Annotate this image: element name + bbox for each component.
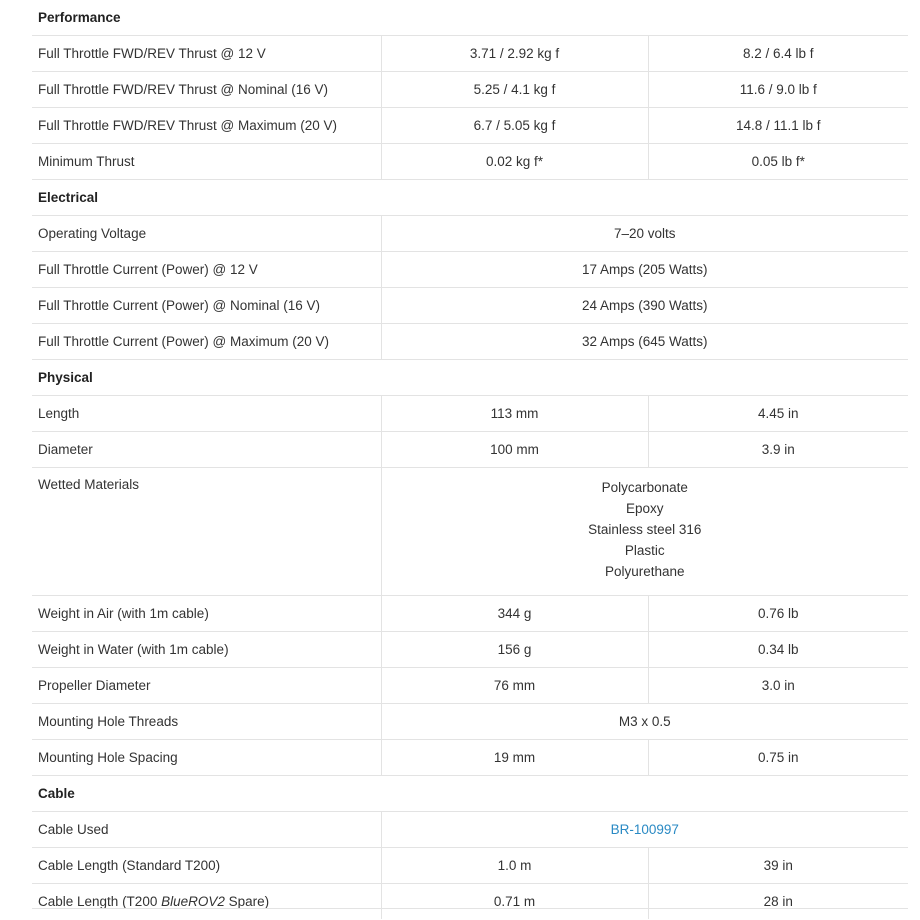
table-row [32, 144, 908, 180]
row-label: Mounting Hole Spacing [32, 740, 381, 776]
table-row [32, 704, 908, 740]
table-row [32, 396, 908, 432]
row-label: Propeller Diameter [32, 668, 381, 704]
table-row [32, 324, 908, 360]
material-item: Plastic [624, 543, 665, 558]
metric-value: 0.02 kg f* [381, 144, 648, 180]
material-item: Epoxy [625, 501, 664, 516]
row-label: Diameter [32, 432, 381, 468]
table-row [32, 72, 908, 108]
row-value: 7–20 volts [381, 216, 908, 252]
section-title: Performance [38, 10, 121, 25]
label-suffix: Spare) [224, 894, 270, 909]
metric-value: 100 mm [381, 432, 648, 468]
table-row [32, 848, 908, 884]
metric-value: 19 mm [381, 740, 648, 776]
table-row [32, 632, 908, 668]
imperial-value: 4.45 in [648, 396, 908, 432]
table-continuation-divider [32, 908, 908, 909]
table-row [32, 432, 908, 468]
material-item: Polyurethane [604, 564, 685, 579]
row-label: Full Throttle FWD/REV Thrust @ 12 V [32, 36, 381, 72]
material-item: Stainless steel 316 [588, 522, 702, 537]
section-header-performance [32, 0, 908, 36]
section-title: Physical [32, 360, 908, 396]
imperial-value: 14.8 / 11.1 lb f [648, 108, 908, 144]
row-label: Full Throttle FWD/REV Thrust @ Nominal (16 V) [32, 72, 381, 108]
row-label: Full Throttle Current (Power) @ Maximum (20 V) [32, 324, 381, 360]
table-row [32, 252, 908, 288]
label-prefix: Cable Length (T200 [38, 894, 162, 909]
metric-value: 76 mm [381, 668, 648, 704]
table-row [32, 216, 908, 252]
row-label: Cable Used [32, 812, 381, 848]
metric-value: 1.0 m [381, 848, 648, 884]
row-label: Operating Voltage [32, 216, 381, 252]
row-value: M3 x 0.5 [381, 704, 908, 740]
table-row [32, 740, 908, 776]
metric-value: 113 mm [381, 396, 648, 432]
wetted-materials-list [381, 468, 908, 596]
imperial-value: 11.6 / 9.0 lb f [648, 72, 908, 108]
imperial-value: 0.75 in [648, 740, 908, 776]
section-header-cable [32, 776, 908, 812]
table-row [32, 668, 908, 704]
table-row [32, 468, 908, 596]
row-value: 24 Amps (390 Watts) [381, 288, 908, 324]
section-title: Cable [32, 776, 908, 812]
imperial-value: 0.34 lb [648, 632, 908, 668]
label-italic: BlueROV2 [161, 894, 225, 909]
table-row [32, 596, 908, 632]
imperial-value: 8.2 / 6.4 lb f [648, 36, 908, 72]
row-label: Cable Length (Standard T200) [32, 848, 381, 884]
row-label: Weight in Air (with 1m cable) [32, 596, 381, 632]
row-value [381, 812, 908, 848]
metric-value: 0.71 m [381, 884, 648, 920]
table-row [32, 108, 908, 144]
table-row [32, 812, 908, 848]
cable-part-link[interactable]: BR-100997 [610, 822, 679, 837]
row-label [32, 884, 381, 920]
row-label: Minimum Thrust [32, 144, 381, 180]
metric-value: 344 g [381, 596, 648, 632]
metric-value: 3.71 / 2.92 kg f [381, 36, 648, 72]
imperial-value: 0.05 lb f* [648, 144, 908, 180]
row-label: Weight in Water (with 1m cable) [32, 632, 381, 668]
row-label: Full Throttle Current (Power) @ 12 V [32, 252, 381, 288]
row-label: Full Throttle FWD/REV Thrust @ Maximum (20 V) [32, 108, 381, 144]
metric-value: 156 g [381, 632, 648, 668]
material-item: Polycarbonate [601, 480, 688, 495]
row-label: Mounting Hole Threads [32, 704, 381, 740]
section-header-physical [32, 360, 908, 396]
imperial-value: 39 in [648, 848, 908, 884]
row-value: 17 Amps (205 Watts) [381, 252, 908, 288]
imperial-value: 28 in [648, 884, 908, 920]
section-header-electrical [32, 180, 908, 216]
section-title: Electrical [32, 180, 908, 216]
specs-table [32, 0, 908, 919]
imperial-value: 0.76 lb [648, 596, 908, 632]
row-label: Length [32, 396, 381, 432]
table-row [32, 288, 908, 324]
row-value: 32 Amps (645 Watts) [381, 324, 908, 360]
table-row [32, 884, 908, 920]
table-row [32, 36, 908, 72]
metric-value: 5.25 / 4.1 kg f [381, 72, 648, 108]
imperial-value: 3.9 in [648, 432, 908, 468]
metric-value: 6.7 / 5.05 kg f [381, 108, 648, 144]
row-label: Full Throttle Current (Power) @ Nominal (16 V) [32, 288, 381, 324]
imperial-value: 3.0 in [648, 668, 908, 704]
row-label: Wetted Materials [32, 468, 381, 596]
